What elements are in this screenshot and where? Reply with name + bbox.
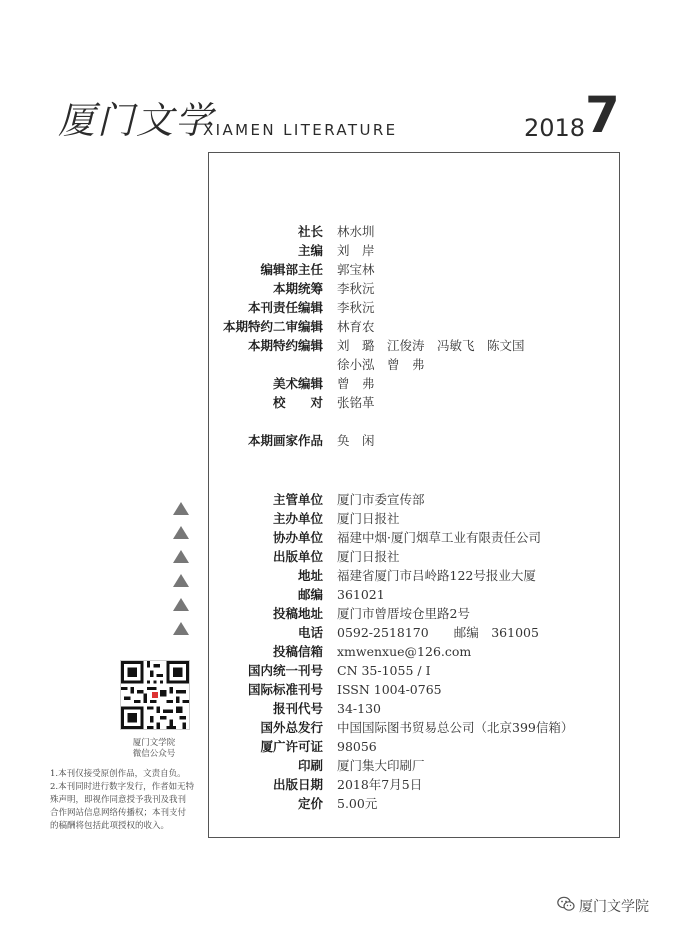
- credit-value: 刘 岸: [337, 243, 375, 258]
- credit-value: CN 35-1055 / I: [337, 663, 431, 678]
- wechat-icon: [557, 896, 575, 916]
- credit-value: 福建省厦门市吕岭路122号报业大厦: [337, 568, 536, 583]
- credit-label: 国外总发行: [260, 720, 323, 735]
- credit-value: 林育农: [337, 319, 375, 334]
- masthead: [40, 82, 660, 142]
- credit-value: 曾 弗: [337, 376, 375, 391]
- qr-caption-line: 厦门文学院: [132, 738, 176, 748]
- credit-label: 主办单位: [272, 511, 323, 526]
- credit-label: 出版日期: [272, 777, 323, 792]
- qr-code: [120, 660, 190, 730]
- credit-value: ISSN 1004-0765: [337, 682, 442, 697]
- triangle-up-icon: [173, 526, 189, 539]
- credit-value: 34-130: [337, 701, 381, 716]
- magazine-logo: 厦门文学: [58, 99, 214, 142]
- triangle-column: [170, 502, 194, 646]
- credit-value: 郭宝林: [337, 262, 375, 277]
- note-line: 合作网站信息网络传播权；本刊支付: [50, 808, 187, 818]
- credit-label: 本期特约二审编辑: [222, 319, 323, 334]
- triangle-up-icon: [173, 574, 189, 587]
- triangle-up-icon: [173, 550, 189, 563]
- triangle-up-icon: [173, 598, 189, 611]
- credit-value: 2018年7月5日: [337, 777, 423, 792]
- triangle-up-icon: [173, 502, 189, 515]
- copyright-notes: [50, 768, 196, 833]
- credit-value: 厦门集大印刷厂: [337, 758, 425, 773]
- credit-value: 李秋沅: [337, 281, 375, 296]
- credit-label: 社长: [297, 224, 323, 239]
- credit-label: 厦广许可证: [260, 739, 323, 754]
- credit-label: 邮编: [297, 587, 323, 602]
- credit-value: 5.00元: [337, 796, 378, 811]
- credit-label: 本刊责任编辑: [247, 300, 323, 315]
- credit-value: 厦门市委宣传部: [337, 492, 425, 507]
- credit-value: 361021: [337, 587, 385, 602]
- credit-value: 李秋沅: [337, 300, 375, 315]
- credit-value: xmwenxue@126.com: [337, 644, 472, 659]
- credit-value: 刘 璐 江俊涛 冯敏飞 陈文国: [337, 338, 525, 353]
- wechat-watermark: [557, 896, 649, 918]
- qr-caption: [112, 738, 196, 760]
- credit-label: 主管单位: [272, 492, 323, 507]
- credit-label: 印刷: [297, 758, 323, 773]
- credit-label: 投稿信箱: [272, 644, 323, 659]
- credit-value: 厦门日报社: [337, 511, 400, 526]
- credit-value: 林水圳: [337, 224, 375, 239]
- qr-caption-line: 微信公众号: [132, 749, 176, 759]
- credit-label: 国际标准刊号: [247, 682, 323, 697]
- credit-label: 主编: [297, 243, 323, 258]
- credit-label: 美术编辑: [272, 376, 323, 391]
- credit-label: 编辑部主任: [260, 262, 323, 277]
- credit-label: 出版单位: [272, 549, 323, 564]
- credits-list: [209, 153, 619, 837]
- credit-label: 定价: [297, 796, 323, 811]
- note-line: 殊声明，即视作同意授予我刊及我刊: [50, 795, 187, 805]
- issue-number: 7: [585, 86, 620, 144]
- note-line: 2.本刊同时进行数字发行，作者如无特: [50, 782, 195, 792]
- credit-label: 本期统筹: [272, 281, 323, 296]
- credit-label: 本期特约编辑: [247, 338, 323, 353]
- credit-label: 校 对: [272, 395, 323, 410]
- credit-value: 0592-2518170 邮编 361005: [337, 625, 539, 640]
- watermark-text: 厦门文学院: [579, 899, 649, 915]
- credit-label: 地址: [297, 568, 323, 583]
- credit-value: 厦门市曾厝垵仓里路2号: [337, 606, 470, 621]
- credit-label: 协办单位: [272, 530, 323, 545]
- credit-value: 福建中烟·厦门烟草工业有限责任公司: [337, 530, 541, 545]
- credit-label: 报刊代号: [272, 701, 323, 716]
- note-line: 1.本刊仅接受原创作品，文责自负。: [50, 769, 186, 779]
- triangle-up-icon: [173, 622, 189, 635]
- credit-value: 中国国际图书贸易总公司（北京399信箱）: [337, 720, 574, 735]
- issue-year: 2018: [524, 114, 586, 142]
- credit-label: 电话: [297, 625, 323, 640]
- credit-label: 投稿地址: [272, 606, 323, 621]
- credit-label: 本期画家作品: [247, 433, 323, 448]
- credit-value: 奂 闲: [337, 433, 375, 448]
- credit-label: 国内统一刊号: [247, 663, 323, 678]
- magazine-english-title: XIAMEN LITERATURE: [203, 121, 398, 139]
- note-line: 的稿酬将包括此项授权的收入。: [50, 821, 170, 831]
- credit-value: 厦门日报社: [337, 549, 400, 564]
- credit-value: 98056: [337, 739, 377, 754]
- masthead-box: [208, 152, 620, 838]
- credit-value: 张铭革: [337, 395, 375, 410]
- credit-value: 徐小泓 曾 弗: [337, 357, 425, 372]
